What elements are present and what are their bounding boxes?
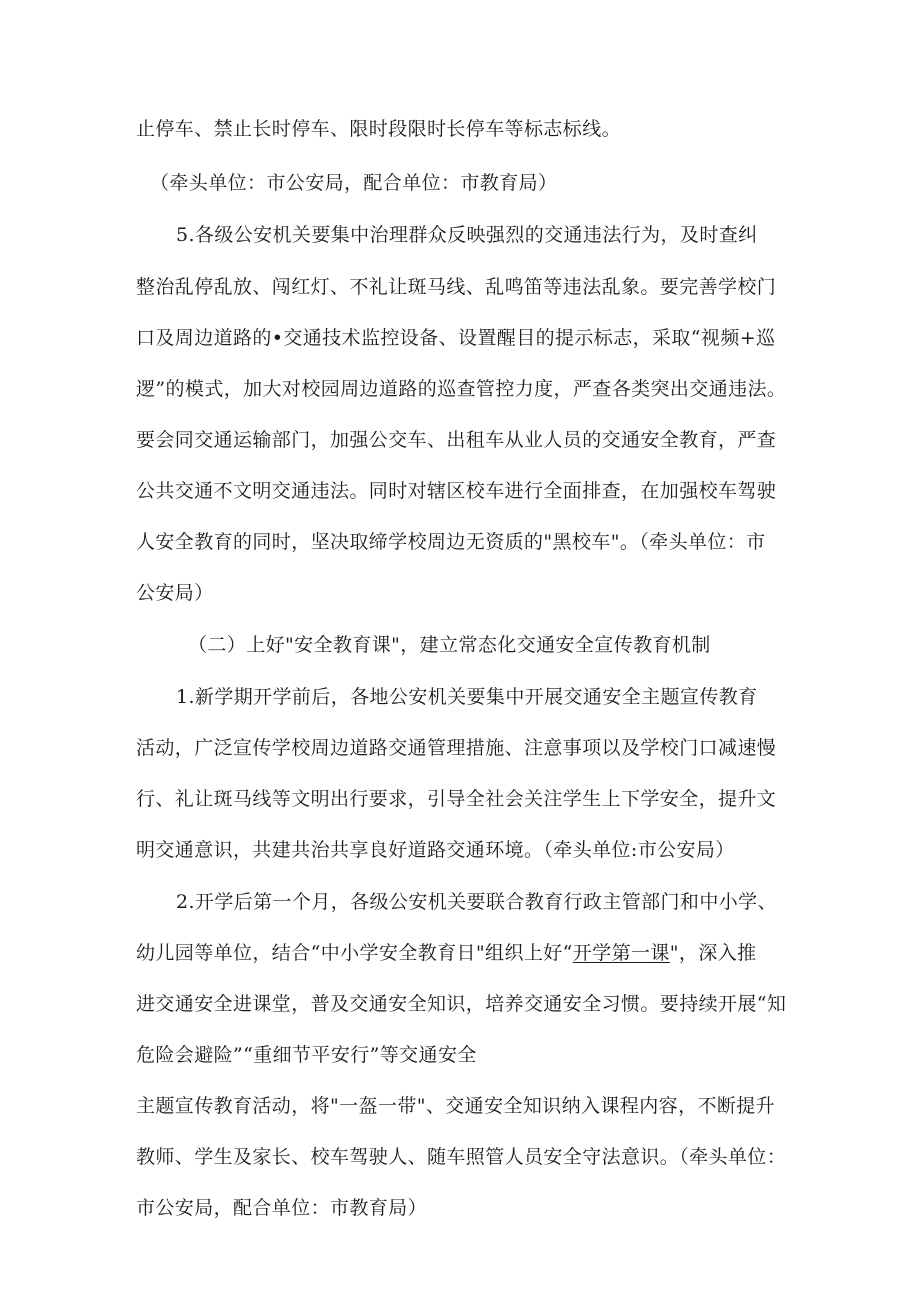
- text-line: 要会同交通运输部门，加强公交车、出租车从业人员的交通安全教育，严查: [136, 429, 777, 451]
- text-line: 公安局）: [136, 582, 214, 604]
- text-line: 5.各级公安机关要集中治理群众反映强烈的交通违法行为，及时查纠: [176, 224, 758, 246]
- text-line: 教师、学生及家长、校车驾驶人、随车照管人员安全守法意识。（牵头单位：: [136, 1146, 787, 1168]
- text-line: 止停车、禁止长时停车、限时段限时长停车等标志标线。: [136, 118, 622, 140]
- text-fragment: 幼儿园等单位，结合“中小学安全教育日"组织上好“: [136, 942, 573, 964]
- text-line: [136, 940, 757, 966]
- text-line: 逻”的模式，加大对校园周边道路的巡查管控力度，严查各类突出交通违法。: [136, 378, 787, 400]
- text-line: 市公安局，配合单位：市教育局）: [136, 1197, 428, 1219]
- text-line: 公共交通不文明交通违法。同时对辖区校车进行全面排查，在加强校车驾驶: [136, 480, 777, 502]
- text-line: 2.开学后第一个月，各级公安机关要联合教育行政主管部门和中小学、: [176, 891, 777, 913]
- section-heading: （二）上好"安全教育课"，建立常态化交通安全宣传教育机制: [188, 634, 711, 656]
- text-fragment: "，深入推: [669, 942, 757, 964]
- text-line: 进交通安全进课堂，普及交通安全知识，培养交通安全习惯。要持续开展“知: [136, 993, 787, 1015]
- text-line: （牵头单位：市公安局，配合单位：市教育局）: [150, 172, 558, 194]
- text-line: 口及周边道路的•交通技术监控设备、设置醒目的提示标志，采取“视频+巡: [136, 327, 776, 349]
- text-line: 整治乱停乱放、闯红灯、不礼让斑马线、乱鸣笛等违法乱象。要完善学校门: [136, 276, 777, 298]
- underlined-text: 开学第一课: [572, 942, 670, 964]
- text-line: 明交通意识，共建共治共享良好道路交通环境。（牵头单位:市公安局）: [136, 839, 735, 861]
- text-line: 人安全教育的同时，坚决取缔学校周边无资质的"黑校车"。（牵头单位：市: [136, 531, 766, 553]
- text-line: 危险会避险”“重细节平安行”等交通安全: [136, 1044, 477, 1066]
- text-line: 1.新学期开学前后，各地公安机关要集中开展交通安全主题宣传教育: [176, 686, 758, 708]
- text-line: 行、礼让斑马线等文明出行要求，引导全社会关注学生上下学安全，提升文: [136, 788, 777, 810]
- text-line: 主题宣传教育活动，将"一盔一带"、交通安全知识纳入课程内容，不断提升: [136, 1095, 776, 1117]
- text-line: 活动，广泛宣传学校周边道路交通管理措施、注意事项以及学校门口减速慢: [136, 737, 777, 759]
